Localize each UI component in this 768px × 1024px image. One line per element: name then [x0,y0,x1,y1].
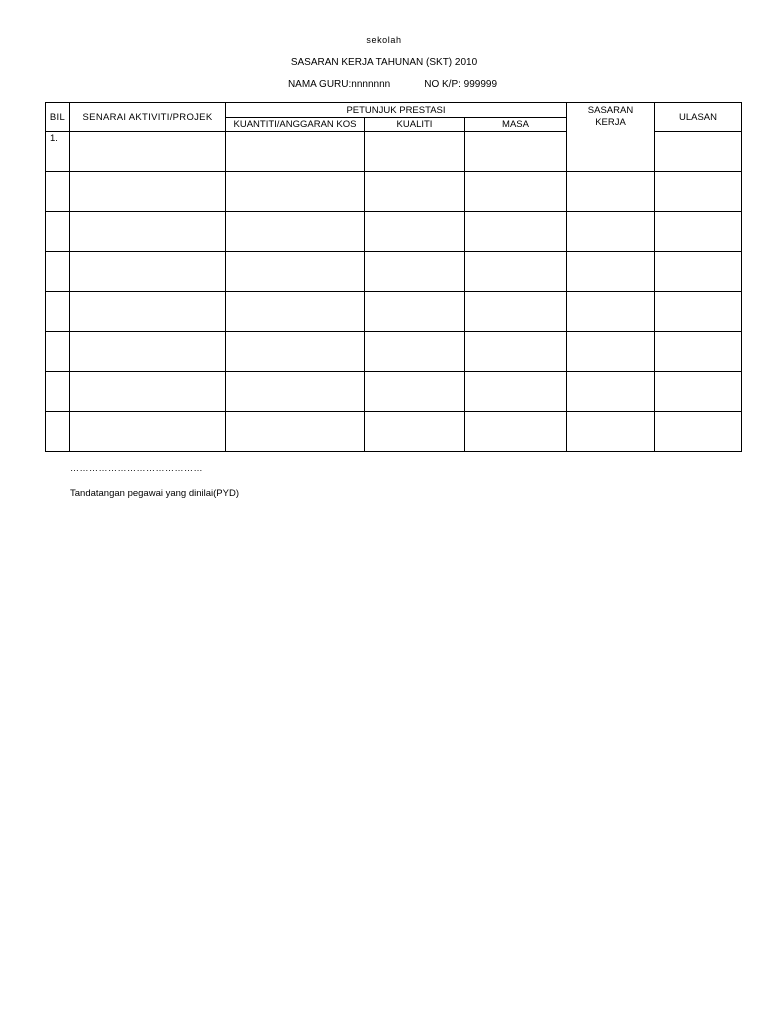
table-row [46,332,742,372]
skt-table [45,102,742,452]
target-cell[interactable] [567,372,655,412]
target-cell[interactable] [567,252,655,292]
activity-cell[interactable] [70,372,226,412]
activity-cell[interactable] [70,212,226,252]
activity-cell[interactable] [70,412,226,452]
quality-cell[interactable] [365,292,465,332]
teacher-info [45,79,740,90]
time-cell[interactable] [465,412,567,452]
quantity-cell[interactable] [226,372,365,412]
target-cell[interactable] [567,292,655,332]
row-number [46,172,70,212]
time-cell[interactable] [465,172,567,212]
quality-cell[interactable] [365,332,465,372]
review-cell[interactable] [655,372,742,412]
document-title: SASARAN KERJA TAHUNAN (SKT) 2010 [290,57,478,68]
header-activity: SENARAI AKTIVITI/PROJEK [70,103,226,132]
row-number [46,292,70,332]
quantity-cell[interactable] [226,172,365,212]
quantity-cell[interactable] [226,412,365,452]
time-cell[interactable] [465,252,567,292]
table-row [46,172,742,212]
quantity-cell[interactable] [226,132,365,172]
header-quality: KUALITI [365,118,465,132]
review-cell[interactable] [655,132,742,172]
teacher-name: NAMA GURU:nnnnnnn [287,79,391,90]
time-cell[interactable] [465,132,567,172]
header-performance: PETUNJUK PRESTASI [226,103,567,118]
signature-line[interactable]: …………………………………… [70,463,203,473]
activity-cell[interactable] [70,252,226,292]
header-target-line2: KERJA [595,117,626,128]
time-cell[interactable] [465,212,567,252]
row-number [46,372,70,412]
target-cell[interactable] [567,412,655,452]
review-cell[interactable] [655,292,742,332]
table-row [46,252,742,292]
header-bil: BIL [46,103,70,132]
review-cell[interactable] [655,412,742,452]
activity-cell[interactable] [70,292,226,332]
ic-number: NO K/P: 999999 [424,79,498,90]
review-cell[interactable] [655,332,742,372]
table-row [46,292,742,332]
quality-cell[interactable] [365,132,465,172]
header-target [567,103,655,172]
quantity-cell[interactable] [226,292,365,332]
row-number [46,252,70,292]
quantity-cell[interactable] [226,332,365,372]
quantity-cell[interactable] [226,212,365,252]
target-cell[interactable] [567,212,655,252]
row-number [46,212,70,252]
review-cell[interactable] [655,212,742,252]
activity-cell[interactable] [70,332,226,372]
row-number: 1. [46,132,70,172]
row-number [46,332,70,372]
signature-label: Tandatangan pegawai yang dinilai(PYD) [70,488,240,499]
row-number [46,412,70,452]
target-cell[interactable] [567,172,655,212]
quality-cell[interactable] [365,212,465,252]
header-target-line1: SASARAN [587,105,634,116]
activity-cell[interactable] [70,172,226,212]
quality-cell[interactable] [365,372,465,412]
header-review: ULASAN [655,103,742,132]
quality-cell[interactable] [365,172,465,212]
quality-cell[interactable] [365,412,465,452]
target-cell[interactable] [567,332,655,372]
quality-cell[interactable] [365,252,465,292]
table-row [46,412,742,452]
time-cell[interactable] [465,372,567,412]
quantity-cell[interactable] [226,252,365,292]
review-cell[interactable] [655,172,742,212]
time-cell[interactable] [465,332,567,372]
header-time: MASA [465,118,567,132]
table-row [46,372,742,412]
table-row [46,212,742,252]
time-cell[interactable] [465,292,567,332]
review-cell[interactable] [655,252,742,292]
activity-cell[interactable] [70,132,226,172]
school-name: sekolah [366,35,402,45]
header-quantity: KUANTITI/ANGGARAN KOS [226,118,365,132]
